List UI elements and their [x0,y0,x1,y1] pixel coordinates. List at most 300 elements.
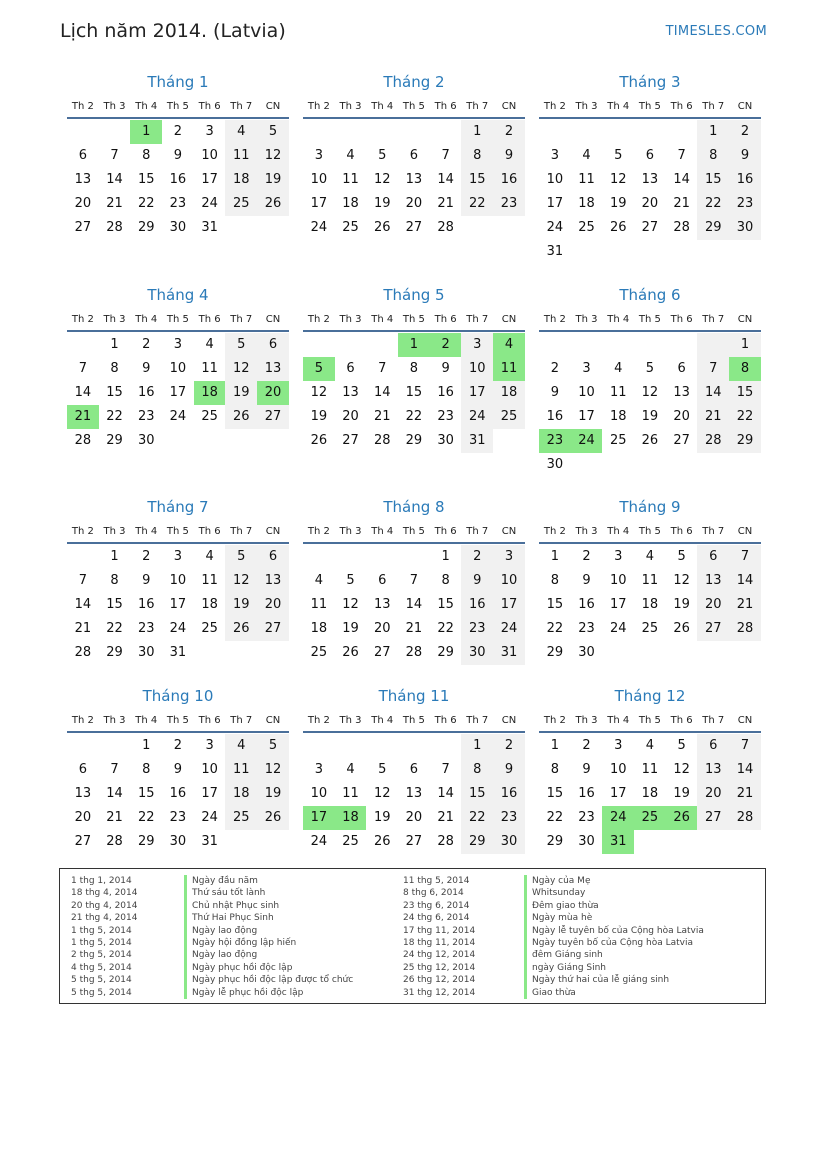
day-cell: 2 [173,738,183,753]
weekday-label: Th 2 [307,101,330,112]
day-cell: 3 [205,738,214,753]
day-cell: 22 [106,621,123,636]
weekday-label: Th 7 [466,101,489,112]
weekday-label: CN [737,314,753,325]
weekday-label: CN [501,715,517,726]
day-cell: 4 [346,762,355,777]
holiday-legend [59,868,766,1004]
day-cell: 24 [310,220,328,235]
day-cell: 31 [461,429,493,453]
day-cell: 24 [201,810,218,825]
day-cell: 26 [609,220,627,235]
weekday-label: Th 4 [135,526,158,537]
day-cell: 4 [346,148,355,163]
day-cell: 17 [201,786,218,801]
empty-cell [634,830,666,854]
weekday-header [539,522,761,544]
day-cell: 4 [493,333,525,357]
empty-cell [666,240,698,264]
empty-cell [366,333,398,357]
day-cell: 23 [169,196,187,211]
empty-cell [634,453,666,477]
weekday-label: CN [737,715,753,726]
day-cell: 11 [342,172,359,187]
day-cell: 3 [173,337,183,352]
weekday-label: Th 2 [543,101,566,112]
holiday-marker [184,912,187,924]
holiday-marker [524,875,527,887]
day-cell: 7 [729,545,761,569]
day-grid [67,333,289,453]
empty-cell [602,333,634,357]
day-cell: 12 [225,569,257,593]
day-cell: 17 [201,172,218,187]
legend-row [71,974,354,986]
day-cell: 16 [493,168,525,192]
day-cell: 26 [373,834,391,849]
holiday-name: Ngày lao động [192,950,258,961]
day-grid [539,333,761,477]
empty-cell [303,734,335,758]
day-cell: 29 [106,645,123,660]
month-calendar [303,497,525,665]
day-cell: 5 [303,357,335,381]
weekday-label: Th 3 [575,101,598,112]
day-cell: 7 [441,148,450,163]
day-cell: 16 [493,782,525,806]
weekday-label: CN [501,101,517,112]
holiday-name: Ngày lễ tuyên bố của Cộng hòa Latvia [532,925,704,936]
weekday-label: Th 6 [670,101,693,112]
weekday-label: Th 3 [339,314,362,325]
holiday-name: Đêm giao thừa [532,900,599,911]
day-cell: 27 [74,834,92,849]
day-cell: 1 [130,120,162,144]
day-cell: 28 [405,645,423,660]
day-cell: 18 [225,168,257,192]
day-cell: 21 [729,782,761,806]
holiday-marker [184,875,187,887]
day-cell: 6 [257,545,289,569]
holiday-name: Ngày thứ hai của lễ giáng sinh [532,975,670,986]
day-cell: 10 [310,172,328,187]
month-name: Tháng 11 [378,687,450,705]
weekday-label: CN [737,101,753,112]
holiday-date: 1 thg 5, 2014 [71,937,132,948]
day-cell: 12 [257,144,289,168]
holiday-marker [524,900,527,912]
day-cell: 20 [74,196,92,211]
month-name: Tháng 5 [383,286,445,304]
day-cell: 28 [437,834,454,849]
day-grid [303,545,525,665]
legend-row [403,900,599,912]
holiday-date: 31 thg 12, 2014 [403,987,476,998]
day-cell: 15 [106,597,123,612]
day-cell: 9 [441,361,450,376]
month-name: Tháng 10 [142,687,214,705]
day-cell: 3 [614,549,623,564]
day-cell: 22 [437,621,454,636]
empty-cell [335,734,367,758]
day-cell: 8 [729,357,761,381]
day-cell: 8 [550,762,559,777]
day-cell: 5 [225,545,257,569]
day-cell: 5 [378,762,387,777]
holiday-name: Ngày đầu năm [192,876,258,886]
legend-row [403,937,693,949]
empty-cell [729,453,761,477]
weekday-label: Th 7 [702,526,725,537]
day-cell: 18 [641,786,659,801]
day-cell: 20 [74,810,92,825]
day-cell: 11 [493,357,525,381]
legend-column-right [403,875,704,999]
holiday-marker [524,925,527,937]
weekday-label: CN [265,526,281,537]
day-cell: 3 [314,762,323,777]
holiday-marker [184,925,187,937]
weekday-label: Th 6 [670,715,693,726]
day-cell: 25 [641,621,659,636]
legend-row [71,875,258,887]
legend-column-left [71,875,354,999]
day-cell: 11 [201,361,218,376]
weekday-label: Th 5 [402,101,425,112]
empty-cell [398,734,430,758]
weekday-header [67,310,289,332]
day-cell: 19 [225,593,257,617]
day-cell: 30 [137,433,155,448]
weekday-header [539,97,761,119]
day-cell: 5 [677,738,686,753]
day-cell: 22 [106,409,123,424]
day-cell: 13 [405,786,423,801]
day-cell: 3 [550,148,559,163]
day-cell: 27 [697,617,729,641]
day-cell: 27 [405,220,423,235]
day-cell: 4 [205,549,214,564]
day-cell: 11 [641,762,659,777]
empty-cell [697,453,729,477]
day-cell: 8 [441,573,450,588]
legend-row [403,962,607,974]
day-cell: 22 [137,196,155,211]
day-cell: 10 [461,357,493,381]
day-cell: 25 [634,806,666,830]
holiday-date: 17 thg 11, 2014 [403,925,476,936]
day-cell: 19 [673,786,690,801]
weekday-label: Th 4 [371,101,394,112]
day-cell: 13 [673,385,690,400]
day-cell: 5 [378,148,387,163]
day-cell: 2 [493,734,525,758]
day-cell: 5 [257,734,289,758]
holiday-name: Thứ Hai Phục Sinh [192,913,274,924]
day-cell: 30 [137,645,155,660]
month-name: Tháng 1 [147,73,209,91]
holiday-date: 23 thg 6, 2014 [403,900,470,911]
weekday-label: Th 4 [607,314,630,325]
weekday-label: Th 2 [71,715,94,726]
day-cell: 25 [201,409,218,424]
weekday-label: Th 6 [434,314,457,325]
weekday-label: Th 2 [543,526,566,537]
holiday-name: Ngày hội đồng lập hiến [192,937,297,948]
day-cell: 7 [110,148,119,163]
weekday-label: Th 7 [230,715,253,726]
day-cell: 10 [578,385,595,400]
day-cell: 10 [493,569,525,593]
day-cell: 3 [461,333,493,357]
day-cell: 27 [697,806,729,830]
day-cell: 7 [697,357,729,381]
empty-cell [666,830,698,854]
day-cell: 21 [106,810,123,825]
day-cell: 26 [342,645,359,660]
day-cell: 31 [602,830,634,854]
day-cell: 18 [225,782,257,806]
day-cell: 3 [582,361,591,376]
weekday-header [539,310,761,332]
day-cell: 24 [571,429,603,453]
weekday-label: Th 2 [71,314,94,325]
holiday-marker [524,887,527,899]
month-name: Tháng 6 [619,286,681,304]
weekday-label: Th 3 [339,715,362,726]
day-cell: 7 [78,361,87,376]
empty-cell [430,120,462,144]
holiday-date: 1 thg 1, 2014 [71,876,132,886]
day-cell: 5 [614,148,623,163]
day-cell: 20 [257,593,289,617]
day-cell: 23 [493,192,525,216]
weekday-header [303,310,525,332]
empty-cell [602,641,634,665]
empty-cell [225,429,257,453]
day-cell: 28 [106,220,123,235]
holiday-date: 2 thg 5, 2014 [71,950,132,961]
empty-cell [257,641,289,665]
day-cell: 8 [110,573,119,588]
empty-cell [257,216,289,240]
day-cell: 15 [697,168,729,192]
day-cell: 1 [697,120,729,144]
empty-cell [634,333,666,357]
empty-cell [257,429,289,453]
day-cell: 29 [106,433,123,448]
day-cell: 30 [169,220,187,235]
weekday-label: Th 5 [166,715,189,726]
day-cell: 7 [441,762,450,777]
empty-cell [398,545,430,569]
empty-cell [257,830,289,854]
day-cell: 9 [729,144,761,168]
legend-row [403,887,586,899]
weekday-label: Th 4 [371,526,394,537]
day-cell: 14 [106,786,123,801]
day-cell: 8 [461,144,493,168]
empty-cell [634,641,666,665]
day-cell: 17 [578,409,595,424]
day-cell: 30 [461,641,493,665]
weekday-header [303,711,525,733]
weekday-label: Th 7 [466,314,489,325]
weekday-label: Th 7 [230,526,253,537]
day-cell: 27 [641,220,659,235]
empty-cell [335,120,367,144]
day-cell: 19 [641,409,659,424]
day-cell: 20 [697,782,729,806]
holiday-name: Whitsunday [532,888,586,899]
holiday-marker [184,962,187,974]
day-cell: 24 [546,220,564,235]
holiday-marker [524,912,527,924]
day-cell: 4 [314,573,323,588]
day-cell: 7 [78,573,87,588]
day-cell: 22 [546,810,564,825]
day-cell: 26 [225,617,257,641]
day-cell: 2 [142,549,151,564]
month-name: Tháng 2 [383,73,445,91]
day-cell: 9 [461,569,493,593]
weekday-label: Th 6 [198,314,221,325]
holiday-date: 25 thg 12, 2014 [403,962,476,973]
legend-row [71,912,274,924]
holiday-date: 18 thg 11, 2014 [403,937,476,948]
day-cell: 21 [67,405,99,429]
day-cell: 19 [373,196,391,211]
day-cell: 22 [697,192,729,216]
day-cell: 17 [609,786,627,801]
day-cell: 2 [729,120,761,144]
empty-cell [335,545,367,569]
empty-cell [67,333,99,357]
day-cell: 19 [310,409,328,424]
day-cell: 24 [201,196,218,211]
weekday-label: Th 3 [339,101,362,112]
day-cell: 29 [405,433,423,448]
day-cell: 21 [729,593,761,617]
holiday-marker [184,937,187,949]
day-cell: 30 [546,457,564,472]
weekday-label: Th 3 [575,715,598,726]
day-cell: 10 [201,148,218,163]
day-cell: 2 [550,361,559,376]
day-cell: 17 [169,385,187,400]
day-cell: 14 [437,172,454,187]
day-grid [303,734,525,854]
holiday-date: 5 thg 5, 2014 [71,975,132,986]
day-cell: 28 [437,220,454,235]
day-cell: 21 [373,409,391,424]
weekday-label: Th 2 [543,314,566,325]
empty-cell [225,830,257,854]
day-cell: 17 [303,806,335,830]
day-cell: 5 [645,361,655,376]
empty-cell [67,120,99,144]
day-cell: 29 [461,830,493,854]
day-cell: 15 [546,597,564,612]
day-cell: 31 [546,244,564,259]
weekday-label: Th 3 [103,526,126,537]
day-cell: 9 [493,758,525,782]
day-cell: 26 [666,806,698,830]
day-cell: 16 [729,168,761,192]
weekday-label: Th 7 [702,101,725,112]
day-cell: 30 [437,433,454,448]
weekday-label: Th 3 [103,101,126,112]
day-cell: 7 [677,148,686,163]
weekday-label: Th 7 [702,715,725,726]
day-cell: 27 [257,617,289,641]
holiday-marker [184,974,187,986]
day-cell: 26 [673,621,690,636]
day-cell: 24 [493,617,525,641]
site-link[interactable]: TIMESLES.COM [665,24,767,39]
day-cell: 8 [461,758,493,782]
day-cell: 28 [74,645,92,660]
empty-cell [335,333,367,357]
day-cell: 10 [609,573,627,588]
day-cell: 15 [106,385,123,400]
day-cell: 22 [461,806,493,830]
legend-row [403,925,704,937]
day-cell: 25 [342,834,359,849]
day-cell: 13 [697,569,729,593]
day-cell: 31 [169,645,187,660]
weekday-label: Th 2 [71,526,94,537]
empty-cell [602,120,634,144]
day-cell: 27 [257,405,289,429]
day-cell: 15 [461,168,493,192]
day-cell: 23 [578,621,595,636]
empty-cell [666,641,698,665]
day-cell: 29 [137,220,155,235]
day-cell: 21 [106,196,123,211]
legend-row [403,875,591,887]
weekday-label: Th 2 [71,101,94,112]
empty-cell [493,429,525,453]
day-cell: 14 [405,597,423,612]
day-cell: 21 [673,196,690,211]
empty-cell [697,333,729,357]
holiday-name: đêm Giáng sinh [532,950,603,961]
weekday-label: Th 2 [307,526,330,537]
day-cell: 23 [437,409,454,424]
weekday-label: Th 5 [638,715,661,726]
weekday-header [303,522,525,544]
day-cell: 13 [697,758,729,782]
empty-cell [303,545,335,569]
day-cell: 17 [169,597,187,612]
legend-row [403,974,670,986]
day-cell: 2 [461,545,493,569]
day-cell: 24 [461,405,493,429]
legend-row [403,912,593,924]
day-cell: 11 [225,758,257,782]
day-cell: 30 [729,216,761,240]
day-cell: 11 [641,573,659,588]
empty-cell [666,120,698,144]
day-cell: 28 [106,834,123,849]
day-cell: 13 [257,569,289,593]
day-cell: 23 [539,429,571,453]
holiday-name: Chủ nhật Phục sinh [192,900,280,911]
day-cell: 21 [697,405,729,429]
weekday-header [303,97,525,119]
month-name: Tháng 8 [383,498,445,516]
